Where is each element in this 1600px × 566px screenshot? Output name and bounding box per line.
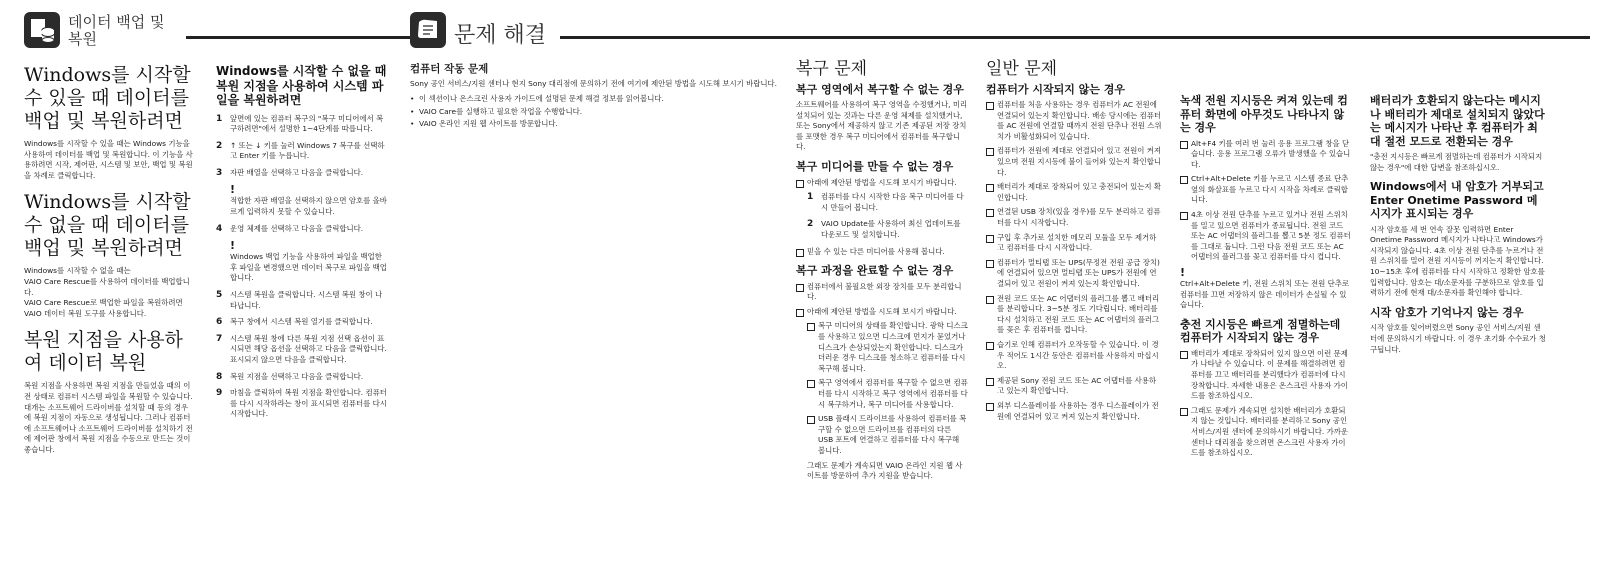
step-6: 6 복구 창에서 시스템 복원 열기를 클릭합니다. (216, 317, 373, 328)
section-general-problems: 일반 문제 (986, 59, 1058, 79)
backup-database-icon (24, 12, 60, 48)
check-item: Alt+F4 키를 여러 번 눌러 응용 프로그램 창을 닫습니다. 응용 프로그램 오류가 발생했을 수 있습니다. (1180, 139, 1352, 171)
heading-charge-light-blinking: 충전 지시등은 빠르게 점멸하는데 컴퓨터가 시작되지 않는 경우 (1180, 317, 1341, 345)
header-right-rule (560, 36, 1590, 39)
header-right-title: 문제 해결 (454, 23, 547, 48)
step-3: 3 자판 배열을 선택하고 다음을 클릭합니다. (216, 167, 364, 178)
check-item: 연결된 USB 장치(있을 경우)를 모두 분리하고 컴퓨터를 다시 시작합니다. (986, 207, 1162, 228)
step-8-text: 복원 지점을 선택하고 다음을 클릭합니다. (230, 371, 364, 381)
header-left (24, 12, 404, 52)
check-item: 구입 후 추가로 설치한 메모리 모듈을 모두 제거하고 컴퓨터를 다시 시작합니다. (986, 233, 1162, 254)
bullet-vaio-care: • VAIO Care를 실행하고 필요한 작업을 수행합니다. (410, 107, 780, 118)
check-item: 아래에 제안된 방법을 시도해 보시기 바랍니다. (796, 307, 968, 318)
header-left-title (68, 14, 164, 48)
paragraph-computer-operation: Sony 공인 서비스/지원 센터나 현지 Sony 대리점에 문의하기 전에 여기에 제안된 방법을 시도해 보시기 바랍니다. (410, 78, 777, 88)
check-item: 배터리가 제대로 장착되어 있지 않으면 이런 문제가 나타날 수 있습니다. 이 문제를 해결하려면 컴퓨터를 끄고 배터리를 분리했다가 컴퓨터에 다시 장착합니다. 자세한 내용은 온스크린 사용자 가이드를 참조하십시오. (1180, 349, 1352, 402)
heading-cannot-complete-recovery: 복구 과정을 완료할 수 없는 경우 (796, 264, 954, 278)
step-1-text: 앞면에 있는 컴퓨터 복구의 "복구 미디어에서 복구하려면"에서 설명한 1~4단계를 따릅니다. (230, 113, 384, 134)
check-item: 배터리가 제대로 장착되어 있고 충전되어 있는지 확인합니다. (986, 182, 1162, 203)
heading-forgot-password: 시작 암호가 기억나지 않는 경우 (1370, 305, 1524, 319)
header-left-rule (186, 36, 418, 39)
check-item: 컴퓨터가 멀티탭 또는 UPS(무정전 전원 공급 장치)에 연결되어 있으면 멀티탭 또는 UPS가 전원에 연결되어 있고 전원이 켜져 있는지 확인합니다. (986, 258, 1162, 290)
check-item: 4초 이상 전원 단추를 누르고 있거나 전원 스위치를 밀고 있으면 컴퓨터가 종료됩니다. 전원 코드 또는 AC 어댑터의 플러그를 뽑고 5분 정도 컴퓨터를 그대로 둡니다. 그런 다음 전원 코드 또는 AC 어댑터의 플러그를 꽂고 컴퓨터를 다시 켭니다. (1180, 210, 1352, 263)
heading-cannot-recover-area: 복구 영역에서 복구할 수 없는 경우 (796, 82, 964, 96)
paragraph-forgot-password: 시작 암호를 잊어버렸으면 Sony 공인 서비스/지원 센터에 문의하시기 바랍니다. 이 경우 초기화 수수료가 청구됩니다. (1370, 323, 1546, 354)
step-7: 7 시스템 복원 창에 다른 복원 지점 선택 옵션이 표시되면 해당 옵션을 선택하고 다음을 클릭합니다. 표시되지 않으면 다음을 클릭합니다. (216, 333, 387, 364)
heading-cannot-create-media: 복구 미디어를 만들 수 없는 경우 (796, 160, 954, 174)
step-5-text: 시스템 복원을 클릭합니다. 시스템 복원 창이 나타납니다. (230, 290, 383, 310)
heading-restore-point: 복원 지점을 사용하여 데이터 복원 (24, 329, 183, 375)
check-item: 컴퓨터가 전원에 제대로 연결되어 있고 전원이 켜져 있으며 전원 지시등에 불이 들어와 있는지 확인합니다. (986, 146, 1162, 178)
troubleshooting-document-icon (410, 12, 446, 48)
step-1: 1 앞면에 있는 컴퓨터 복구의 "복구 미디어에서 복구하려면"에서 설명한 1~4단계를 따릅니다. (216, 113, 384, 134)
column-recovery-problems (796, 59, 968, 487)
check-item: 전원 코드 또는 AC 어댑터의 플러그를 뽑고 배터리를 분리합니다. 3~5분 정도 기다립니다. 배터리를 다시 설치하고 전원 코드 또는 AC 어댑터의 플러그를 꽂은 후 컴퓨터를 켭니다. (986, 294, 1162, 336)
note-data-loss-text: Ctrl+Alt+Delete 키, 전원 스위치 또는 전원 단추로 컴퓨터를 끄면 저장하지 않은 데이터가 손실될 수 있습니다. (1180, 279, 1350, 310)
step-4-text: 운영 체제를 선택하고 다음을 클릭합니다. (230, 223, 364, 233)
check-item: 컴퓨터를 처음 사용하는 경우 컴퓨터가 AC 전원에 연결되어 있는지 확인합니다. 배송 당시에는 컴퓨터를 AC 전원에 연결할 때까지 전원 단추나 전원 스위치가 비활성화되어 있습니다. (986, 100, 1162, 142)
paragraph-password-rejected: 시작 암호를 세 번 연속 잘못 입력하면 Enter Onetime Password 메시지가 나타나고 Windows가 시작되지 않습니다. 4초 이상 전원 단추를 누르거나 전원 스위치를 밀어 전원 지시등이 꺼지는지 확인합니다. 10~15초 후에 컴퓨터를 다시 시작하고 정확한 암호를 입력합니다. 암호는 대/소문자를 구분하므로 암호를 입력하기 전에 현재 대/소문자를 확인해야 합니다. (1370, 224, 1545, 298)
step-7-text: 시스템 복원 창에 다른 복원 지점 선택 옵션이 표시되면 해당 옵션을 선택하고 다음을 클릭합니다. 표시되지 않으면 다음을 클릭합니다. (230, 333, 387, 364)
column-battery-password (1370, 94, 1546, 360)
header-left-title-line1: 데이터 백업 및 (68, 13, 165, 31)
step-2-text: VAIO Update를 사용하여 최신 업데이트를 다운로드 및 설치합니다. (821, 219, 961, 239)
step-2-text: ↑ 또는 ↓ 키를 눌러 Windows 7 복구를 선택하고 Enter 키를 누릅니다. (230, 140, 385, 161)
step-2: 2 ↑ 또는 ↓ 키를 눌러 Windows 7 복구를 선택하고 Enter 키를 누릅니다. (216, 140, 385, 161)
step-5: 5 시스템 복원을 클릭합니다. 시스템 복원 창이 나타납니다. (216, 290, 383, 310)
column-general-problems (986, 59, 1162, 426)
column-backup-restore (24, 64, 194, 461)
paragraph-battery-incompatible: "충전 지시등은 빠르게 점멸하는데 컴퓨터가 시작되지 않는 경우"에 대한 답변을 참조하십시오. (1370, 152, 1543, 172)
paragraph-backup-when-windows-fails-c: VAIO Care Rescue로 백업한 파일을 복원하려면 VAIO 데이터 복원 도구를 사용합니다. (24, 298, 183, 318)
check-item: 컴퓨터에서 불필요한 외장 장치를 모두 분리합니다. (796, 282, 968, 303)
column-power-indicator (1180, 94, 1352, 463)
heading-battery-incompatible: 배터리가 호환되지 않는다는 메시지나 배터리가 제대로 설치되지 않았다는 메시지가 나타난 후 컴퓨터가 최대 절전 모드로 전환되는 경우 (1370, 94, 1545, 148)
heading-computer-operation: 컴퓨터 작동 문제 (410, 63, 489, 75)
paragraph-backup-when-windows-fails-b: VAIO Care Rescue를 사용하여 데이터를 백업합니다. (24, 276, 190, 297)
step-1: 1 컴퓨터를 다시 시작한 다음 복구 미디어를 다시 만들어 봅니다. (807, 192, 964, 212)
note-step-3 (216, 184, 388, 217)
warning-icon: ! (230, 239, 236, 253)
step-1-text: 컴퓨터를 다시 시작한 다음 복구 미디어를 다시 만들어 봅니다. (821, 192, 964, 212)
step-6-text: 복구 창에서 시스템 복원 열기를 클릭합니다. (230, 317, 373, 327)
step-8: 8 복원 지점을 선택하고 다음을 클릭합니다. (216, 371, 364, 382)
check-item: Ctrl+Alt+Delete 키를 누르고 시스템 종료 단추 옆의 화살표를 누르고 다시 시작을 차례로 클릭합니다. (1180, 174, 1352, 206)
warning-icon: ! (230, 183, 236, 197)
bullet-vaio-website: • VAIO 온라인 지원 웹 사이트를 방문합니다. (410, 119, 780, 130)
step-2: 2 VAIO Update를 사용하여 최신 업데이트를 다운로드 및 설치합니다. (807, 219, 961, 239)
note-step-4 (216, 240, 388, 284)
paragraph-backup-when-windows-starts: Windows를 시작할 수 있을 때는 Windows 기능을 사용하여 데이터를 백업 및 복원합니다. 이 기능을 사용하려면 시작, 제어판, 시스템 및 보안, 백업 및 복원을 차례로 클릭합니다. (24, 139, 193, 180)
paragraph-backup-when-windows-fails-a: Windows를 시작할 수 없을 때는 (24, 266, 131, 276)
paragraph-restore-point: 복원 지점을 사용하면 복원 지점을 만들었을 때의 이전 상태로 컴퓨터 시스템 파일을 복원할 수 있습니다. 대개는 소프트웨어 드라이버를 설치할 때 등의 경우에 복원 지점이 자동으로 생성됩니다. 그러나 컴퓨터에 소프트웨어나 소프트웨어 드라이버를 설치하기 전에 제어판 창에서 복원 지점을 수동으로 만드는 것이 좋습니다. (24, 381, 193, 454)
check-item: 외부 디스플레이를 사용하는 경우 디스플레이가 전원에 연결되어 있고 켜져 있는지 확인합니다. (986, 401, 1162, 422)
step-9-text: 마침을 클릭하여 복원 지점을 확인합니다. 컴퓨터를 다시 시작하라는 창이 표시되면 컴퓨터를 다시 시작합니다. (230, 388, 387, 419)
warning-icon: ! (1180, 266, 1186, 280)
step-3-text: 자판 배열을 선택하고 다음을 클릭합니다. (230, 167, 364, 177)
header-right (410, 12, 1590, 52)
check-item: USB 플래시 드라이브를 사용하여 컴퓨터를 복구할 수 없으면 드라이브를 컴퓨터의 다른 USB 포트에 연결하고 컴퓨터를 다시 복구해 봅니다. (807, 414, 968, 456)
check-item: 믿을 수 있는 다른 미디어를 사용해 봅니다. (796, 247, 968, 258)
heading-backup-when-windows-starts: Windows를 시작할 수 있을 때 데이터를 백업 및 복원하려면 (24, 64, 191, 132)
section-recovery-problems: 복구 문제 (796, 59, 868, 79)
note-step-3-text: 적합한 자판 배열을 선택하지 않으면 암호를 올바르게 입력하지 못할 수 있습니다. (230, 196, 387, 217)
column-restore-system-files (216, 64, 388, 426)
note-step-4-text: Windows 백업 기능을 사용하여 파일을 백업한 후 파일을 변경했으면 데이터 복구로 파일을 백업합니다. (230, 252, 387, 283)
heading-password-rejected: Windows에서 내 암호가 거부되고 Enter Onetime Password 메시지가 표시되는 경우 (1370, 180, 1544, 221)
check-item: 아래에 제안된 방법을 시도해 보시기 바랍니다. (796, 178, 968, 189)
check-item: 복구 영역에서 컴퓨터를 복구할 수 없으면 컴퓨터를 다시 시작하고 복구 영역에서 컴퓨터를 다시 복구하거나, 복구 미디어를 사용합니다. (807, 378, 968, 410)
check-item: 제공된 Sony 전원 코드 또는 AC 어댑터를 사용하고 있는지 확인합니다. (986, 376, 1162, 397)
step-4: 4 운영 체제를 선택하고 다음을 클릭합니다. (216, 223, 364, 234)
column-computer-operation (410, 64, 780, 132)
heading-backup-when-windows-fails: Windows를 시작할 수 없을 때 데이터를 백업 및 복원하려면 (24, 191, 191, 260)
note-data-loss (1180, 267, 1352, 311)
check-item: 그래도 문제가 계속되면 설치한 배터리가 호환되지 않는 것입니다. 배터리를 분리하고 Sony 공인 서비스/지원 센터에 문의하시기 바랍니다. 가까운 센터나 대리점을 찾으려면 온스크린 사용자 가이드를 참조하십시오. (1180, 406, 1352, 459)
heading-green-light-no-screen: 녹색 전원 지시등은 켜져 있는데 컴퓨터 화면에 아무것도 나타나지 않는 경우 (1180, 94, 1348, 134)
header-left-title-line2: 복원 (68, 30, 97, 48)
heading-restore-system-files: Windows를 시작할 수 없을 때 복원 지점을 사용하여 시스템 파일을 복원하려면 (216, 64, 387, 107)
bullet-user-guide: • 이 섹션이나 온스크린 사용자 가이드에 설명된 문제 해결 정보를 읽어봅니다. (410, 94, 780, 105)
check-item: 습기로 인해 컴퓨터가 오작동할 수 있습니다. 이 경우 적어도 1시간 동안은 컴퓨터를 사용하지 마십시오. (986, 340, 1162, 372)
heading-computer-wont-start: 컴퓨터가 시작되지 않는 경우 (986, 82, 1125, 96)
check-item: 복구 미디어의 상태를 확인합니다. 광학 디스크를 사용하고 있으면 디스크에 먼지가 묻었거나 디스크가 손상되었는지 확인합니다. 디스크가 더러운 경우 디스크를 청소하고 컴퓨터를 다시 복구해 봅니다. (807, 321, 968, 374)
step-9: 9 마침을 클릭하여 복원 지점을 확인합니다. 컴퓨터를 다시 시작하라는 창이 표시되면 컴퓨터를 다시 시작합니다. (216, 388, 387, 419)
paragraph-recovery-support: 그래도 문제가 계속되면 VAIO 온라인 지원 웹 사이트를 방문하여 추가 지원을 받습니다. (807, 460, 963, 481)
paragraph-cannot-recover-area: 소프트웨어를 사용하여 복구 영역을 수정했거나, 미리 설치되어 있는 것과는 다른 운영 체제를 설치했거나, 또는 Sony에서 제공하지 않고 기존 제공된 저장 장치를 포맷한 경우 복구 미디어에서 컴퓨터를 복구합니다. (796, 100, 968, 152)
